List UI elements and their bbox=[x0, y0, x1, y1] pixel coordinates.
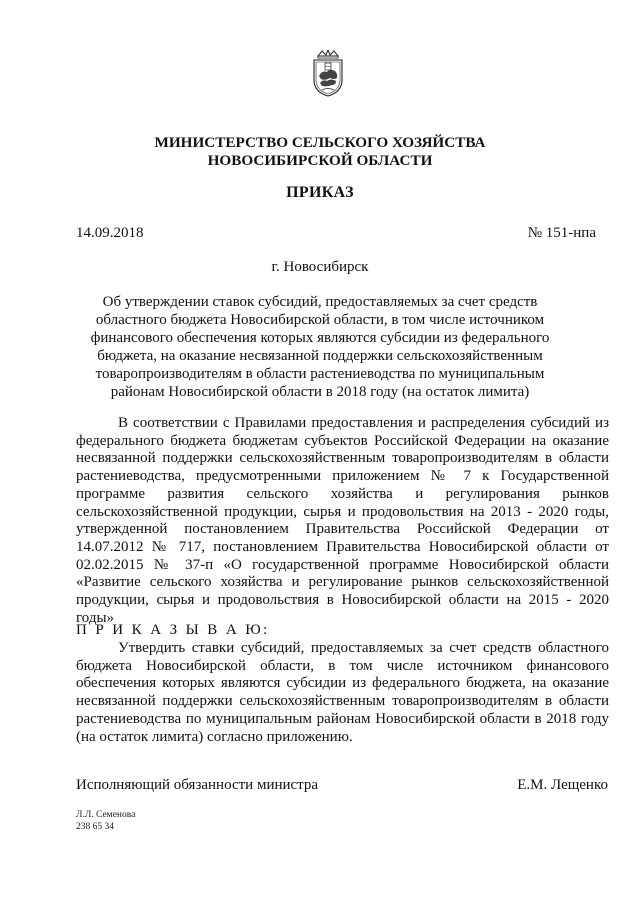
signatory-name: Е.М. Лещенко bbox=[517, 777, 608, 793]
ministry-name-line2: НОВОСИБИРСКОЙ ОБЛАСТИ bbox=[207, 152, 433, 169]
coat-of-arms-icon bbox=[310, 50, 346, 98]
document-city: г. Новосибирск bbox=[271, 259, 369, 275]
document-type-title: ПРИКАЗ bbox=[286, 184, 354, 201]
prikazyvayu-heading: П Р И К А З Ы В А Ю: bbox=[76, 622, 270, 638]
executor-phone: 238 65 34 bbox=[76, 822, 114, 832]
preamble-text: В соответствии с Правилами предоставления и распределения субсидий из федерального бюджета бюджетам субъектов Российской Федерации на оказание несвязанной поддержки сельскохозяйственным товаропроизводителям в области растениеводства, предусмотренными приложением № 7 к Государственной программе развития сельского хозяйства и регулирования рынков сельскохозяйственной продукции, сырья и продовольствия на 2013 - 2020 годы, утвержденной постановлением Правительства Российской Федерации от 14.07.2012 № 717, постановлением Правительства Новосибирской области от 02.02.2015 № 37-п «О государственной программе Новосибирской области «Развитие сельского хозяйства и регулирование рынков сельскохозяйственной продукции, сырья и продовольствия в Новосибирской области на 2015 - 2020 годы» bbox=[76, 415, 609, 626]
document-subject: Об утверждении ставок субсидий, предоставляемых за счет средств областного бюджета Новосибирской области, в том числе источником финансового обеспечения которых являются субсидии из федерального бюджета, на оказание несвязанной поддержки сельскохозяйственным товаропроизводителям в области растениеводства по муниципальным районам Новосибирской области в 2018 году (на остаток лимита) bbox=[90, 294, 550, 400]
document-date: 14.09.2018 bbox=[76, 225, 144, 241]
preamble-paragraph bbox=[76, 415, 609, 627]
order-text: Утвердить ставки субсидий, предоставляемых за счет средств областного бюджета Новосибирской области, в том числе источником финансового обеспечения которых являются субсидии из федерального бюджета, на оказание несвязанной поддержки сельскохозяйственным товаропроизводителям в области растениеводства по муниципальным районам Новосибирской области в 2018 году (на остаток лимита) согласно приложению. bbox=[76, 640, 609, 745]
signatory-position: Исполняющий обязанности министра bbox=[76, 777, 319, 793]
document-number: № 151-нпа bbox=[527, 225, 596, 241]
ministry-name-line1: МИНИСТЕРСТВО СЕЛЬСКОГО ХОЗЯЙСТВА bbox=[154, 134, 486, 151]
order-paragraph bbox=[76, 640, 609, 746]
executor-name: Л.Л. Семенова bbox=[76, 810, 136, 820]
